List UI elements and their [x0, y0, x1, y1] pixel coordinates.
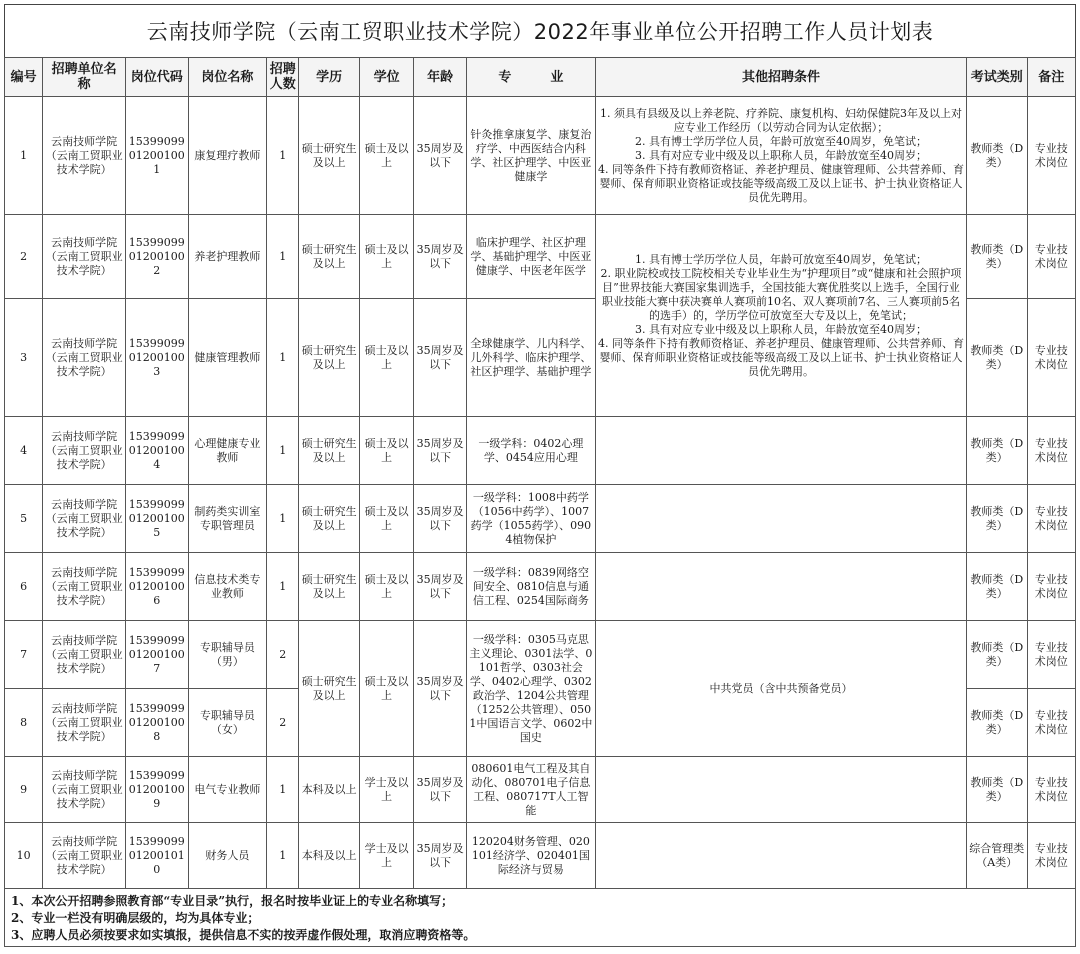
cell-conditions-empty [595, 823, 966, 889]
cell-count: 2 [267, 621, 299, 689]
cell-remark: 专业技术岗位 [1027, 417, 1075, 485]
table-row [5, 97, 1076, 215]
cell-age: 35周岁及以下 [414, 485, 466, 553]
cell-position: 制药类实训室专职管理员 [188, 485, 267, 553]
cell-position: 健康管理教师 [188, 299, 267, 417]
cell-position: 专职辅导员（女） [188, 689, 267, 757]
cell-no: 5 [5, 485, 43, 553]
cell-degree: 硕士及以上 [359, 215, 413, 299]
cell-count: 1 [267, 215, 299, 299]
cell-major: 全球健康学、儿内科学、儿外科学、临床护理学、社区护理学、基础护理学 [466, 299, 595, 417]
cell-major: 一级学科：0402心理学、0454应用心理 [466, 417, 595, 485]
cell-conditions-empty [595, 553, 966, 621]
cell-education: 硕士研究生及以上 [299, 417, 360, 485]
cell-age: 35周岁及以下 [414, 97, 466, 215]
cell-code: 15399099012001006 [126, 553, 189, 621]
cell-unit: 云南技师学院（云南工贸职业技术学院） [43, 621, 126, 689]
table-row [5, 621, 1076, 689]
cell-age: 35周岁及以下 [414, 417, 466, 485]
header-unit: 招聘单位名称 [43, 58, 126, 97]
cell-position: 电气专业教师 [188, 757, 267, 823]
cell-no: 2 [5, 215, 43, 299]
cell-unit: 云南技师学院（云南工贸职业技术学院） [43, 97, 126, 215]
footnote-line: 2、专业一栏没有明确层级的，均为具体专业； [11, 911, 260, 925]
cell-education: 硕士研究生及以上 [299, 553, 360, 621]
cell-code: 15399099012001003 [126, 299, 189, 417]
cell-education: 本科及以上 [299, 823, 360, 889]
cell-remark: 专业技术岗位 [1027, 97, 1075, 215]
cell-remark: 专业技术岗位 [1027, 215, 1075, 299]
cell-unit: 云南技师学院（云南工贸职业技术学院） [43, 215, 126, 299]
cell-unit: 云南技师学院（云南工贸职业技术学院） [43, 299, 126, 417]
cell-unit: 云南技师学院（云南工贸职业技术学院） [43, 417, 126, 485]
condition-line: 4. 同等条件下持有教师资格证、养老护理员、健康管理师、公共营养师、育婴师、保育师职业资格证或技能等级高级工及以上证书、护士执业资格证人员优先聘用。 [597, 336, 964, 378]
cell-remark: 专业技术岗位 [1027, 621, 1075, 689]
cell-remark: 专业技术岗位 [1027, 299, 1075, 417]
cell-major: 一级学科：0839网络空间安全、0810信息与通信工程、0254国际商务 [466, 553, 595, 621]
table-row [5, 553, 1076, 621]
cell-major: 临床护理学、社区护理学、基础护理学、中医亚健康学、中医老年医学 [466, 215, 595, 299]
cell-count: 1 [267, 97, 299, 215]
cell-education: 本科及以上 [299, 757, 360, 823]
table-row [5, 215, 1076, 299]
cell-exam: 教师类（D类） [967, 299, 1028, 417]
cell-position: 财务人员 [188, 823, 267, 889]
cell-position: 康复理疗教师 [188, 97, 267, 215]
cell-code: 15399099012001004 [126, 417, 189, 485]
cell-unit: 云南技师学院（云南工贸职业技术学院） [43, 823, 126, 889]
cell-major: 一级学科：0305马克思主义理论、0301法学、0101哲学、0303社会学、0402心理学、0302政治学、1204公共管理（1252公共管理）、0501中国语言文学、0602中国史 [466, 621, 595, 757]
cell-conditions-empty [595, 757, 966, 823]
cell-degree: 硕士及以上 [359, 97, 413, 215]
recruitment-plan-document [4, 4, 1076, 947]
cell-no: 1 [5, 97, 43, 215]
cell-conditions-empty [595, 485, 966, 553]
condition-line: 1. 须具有县级及以上养老院、疗养院、康复机构、妇幼保健院3年及以上对应专业工作经历（以劳动合同为认定依据）； [599, 106, 962, 134]
cell-position: 心理健康专业教师 [188, 417, 267, 485]
cell-unit: 云南技师学院（云南工贸职业技术学院） [43, 485, 126, 553]
cell-count: 1 [267, 553, 299, 621]
cell-code: 15399099012001001 [126, 97, 189, 215]
cell-no: 6 [5, 553, 43, 621]
header-count: 招聘人数 [267, 58, 299, 97]
cell-degree: 硕士及以上 [359, 417, 413, 485]
cell-no: 8 [5, 689, 43, 757]
footnote-line: 1、本次公开招聘参照教育部“专业目录”执行，报名时按毕业证上的专业名称填写； [11, 894, 454, 908]
condition-line: 4. 同等条件下持有教师资格证、养老护理员、健康管理师、公共营养师、育婴师、保育师职业资格证或技能等级高级工及以上证书、护士执业资格证人员优先聘用。 [597, 162, 964, 204]
cell-count: 1 [267, 299, 299, 417]
header-age: 年龄 [414, 58, 466, 97]
cell-age: 35周岁及以下 [414, 757, 466, 823]
cell-age: 35周岁及以下 [414, 621, 466, 757]
cell-exam: 教师类（D类） [967, 757, 1028, 823]
cell-exam: 教师类（D类） [967, 97, 1028, 215]
cell-no: 3 [5, 299, 43, 417]
cell-unit: 云南技师学院（云南工贸职业技术学院） [43, 689, 126, 757]
cell-code: 15399099012001002 [126, 215, 189, 299]
cell-exam: 教师类（D类） [967, 485, 1028, 553]
header-no: 编号 [5, 58, 43, 97]
cell-unit: 云南技师学院（云南工贸职业技术学院） [43, 757, 126, 823]
cell-education: 硕士研究生及以上 [299, 299, 360, 417]
cell-degree: 硕士及以上 [359, 299, 413, 417]
cell-code: 15399099012001005 [126, 485, 189, 553]
cell-count: 1 [267, 417, 299, 485]
cell-remark: 专业技术岗位 [1027, 553, 1075, 621]
cell-exam: 综合管理类（A类） [967, 823, 1028, 889]
header-remark: 备注 [1027, 58, 1075, 97]
header-code: 岗位代码 [126, 58, 189, 97]
cell-no: 7 [5, 621, 43, 689]
table-row [5, 485, 1076, 553]
cell-education: 硕士研究生及以上 [299, 621, 360, 757]
cell-conditions: 中共党员（含中共预备党员） [595, 621, 966, 757]
cell-major: 120204财务管理、020101经济学、020401国际经济与贸易 [466, 823, 595, 889]
header-degree: 学位 [359, 58, 413, 97]
cell-exam: 教师类（D类） [967, 689, 1028, 757]
cell-major: 一级学科：1008中药学（1056中药学）、1007药学（1055药学）、0904植物保护 [466, 485, 595, 553]
cell-position: 专职辅导员（男） [188, 621, 267, 689]
cell-code: 15399099012001009 [126, 757, 189, 823]
cell-exam: 教师类（D类） [967, 417, 1028, 485]
cell-count: 1 [267, 823, 299, 889]
header-education: 学历 [299, 58, 360, 97]
cell-count: 2 [267, 689, 299, 757]
table-header-row [5, 58, 1076, 97]
condition-line: 2. 职业院校或技工院校相关专业毕业生为“护理项目”或“健康和社会照护项目”世界技能大赛国家集训选手，全国技能大赛优胜奖以上选手，全国行业职业技能大赛中获决赛单人赛项前10名、双人赛项前7名、三人赛项前5名的选手）的，学历学位可放宽至大专及以上，免笔试； [600, 266, 962, 322]
cell-education: 硕士研究生及以上 [299, 485, 360, 553]
cell-remark: 专业技术岗位 [1027, 485, 1075, 553]
cell-exam: 教师类（D类） [967, 621, 1028, 689]
cell-conditions-empty [595, 417, 966, 485]
cell-remark: 专业技术岗位 [1027, 757, 1075, 823]
condition-line: 3. 具有对应专业中级及以上职称人员，年龄放宽至40周岁； [634, 322, 927, 336]
table-row [5, 417, 1076, 485]
table-row [5, 757, 1076, 823]
cell-exam: 教师类（D类） [967, 553, 1028, 621]
cell-code: 15399099012001008 [126, 689, 189, 757]
table-row [5, 823, 1076, 889]
condition-line: 3. 具有对应专业中级及以上职称人员，年龄放宽至40周岁； [634, 148, 927, 162]
condition-line: 2. 具有博士学历学位人员，年龄可放宽至40周岁，免笔试； [634, 134, 927, 148]
header-major: 专 业 [466, 58, 595, 97]
condition-line: 1. 具有博士学历学位人员，年龄可放宽至40周岁，免笔试； [634, 252, 927, 266]
cell-position: 信息技术类专业教师 [188, 553, 267, 621]
cell-conditions [595, 97, 966, 215]
cell-major: 针灸推拿康复学、康复治疗学、中西医结合内科学、社区护理学、中医亚健康学 [466, 97, 595, 215]
cell-degree: 学士及以上 [359, 823, 413, 889]
cell-remark: 专业技术岗位 [1027, 823, 1075, 889]
cell-degree: 学士及以上 [359, 757, 413, 823]
cell-no: 10 [5, 823, 43, 889]
cell-degree: 硕士及以上 [359, 621, 413, 757]
header-position: 岗位名称 [188, 58, 267, 97]
footnotes [4, 889, 1076, 947]
cell-age: 35周岁及以下 [414, 553, 466, 621]
cell-conditions [595, 215, 966, 417]
cell-no: 9 [5, 757, 43, 823]
cell-count: 1 [267, 485, 299, 553]
cell-count: 1 [267, 757, 299, 823]
cell-exam: 教师类（D类） [967, 215, 1028, 299]
cell-no: 4 [5, 417, 43, 485]
cell-major: 080601电气工程及其自动化、080701电子信息工程、080717T人工智能 [466, 757, 595, 823]
cell-remark: 专业技术岗位 [1027, 689, 1075, 757]
recruitment-plan-table [4, 57, 1076, 889]
header-exam: 考试类别 [967, 58, 1028, 97]
cell-education: 硕士研究生及以上 [299, 97, 360, 215]
cell-age: 35周岁及以下 [414, 299, 466, 417]
header-conditions: 其他招聘条件 [595, 58, 966, 97]
cell-age: 35周岁及以下 [414, 215, 466, 299]
cell-age: 35周岁及以下 [414, 823, 466, 889]
document-title: 云南技师学院（云南工贸职业技术学院）2022年事业单位公开招聘工作人员计划表 [4, 4, 1076, 57]
cell-degree: 硕士及以上 [359, 553, 413, 621]
cell-education: 硕士研究生及以上 [299, 215, 360, 299]
cell-unit: 云南技师学院（云南工贸职业技术学院） [43, 553, 126, 621]
cell-code: 15399099012001010 [126, 823, 189, 889]
cell-position: 养老护理教师 [188, 215, 267, 299]
cell-code: 15399099012001007 [126, 621, 189, 689]
cell-degree: 硕士及以上 [359, 485, 413, 553]
footnote-line: 3、应聘人员必须按要求如实填报，提供信息不实的按弄虚作假处理，取消应聘资格等。 [11, 928, 476, 942]
